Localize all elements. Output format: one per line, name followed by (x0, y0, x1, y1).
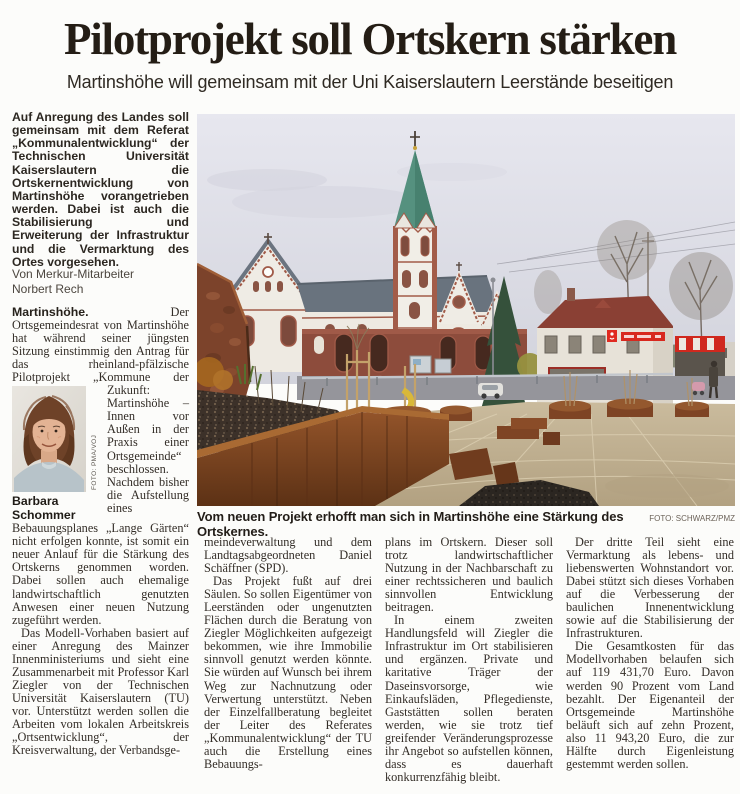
dateline: Martinshöhe. (12, 305, 89, 319)
town-square-photo (197, 114, 735, 506)
headline: Pilotprojekt soll Ortskern stärken (63, 14, 677, 64)
col2-paragraph-2: Das Projekt fußt auf drei Säulen. So sollen Eigentümer von Leerständen oder ungenutzten Flächen durch die Beratung von Ziegler Möglichkeiten aufgezeigt bekommen, wie ihre Immobilie sinnvoll genutzt werden könnte. Sie würden auf Wunsch bei ihrem Weg zur Nachnutzung oder Verwertung unterstützt. Neben der Einzelfallberatung begleitet der Leiter des Referates „Kommunalentwicklung“ der TU auch die Erstellung eines Bebauungs- (204, 574, 372, 771)
column-4 (566, 536, 734, 771)
byline (12, 267, 189, 296)
main-photo (197, 114, 735, 506)
col1-paragraph-2: Das Modell-Vorhaben basiert auf einer Anregung des Mainzer Innenministeriums und sieht eine Zusammenarbeit mit Professor Karl Ziegler von der Technischen Universität Kaiserslautern (TU) vor. Unterstützt werden sollen die Arbeiten vom lokalen Arbeitskreis „Ortsentwicklung“, der Kreisverwaltung, der Verbandsge- (12, 625, 189, 758)
col4-paragraph-1: Der dritte Teil sieht eine Vermarktung als lebens- und liebenswerten Wohnstandort vor. Dabei stützt sich dieses Vorhaben auf die Verbesserung der baulichen Innenentwicklung sowie auf die Stabilisierung der Infrastrukturen. (566, 535, 734, 641)
portrait-figure (12, 386, 102, 522)
photo-credit: FOTO: SCHWARZ/PMZ (649, 514, 735, 523)
col2-paragraph-1: meindeverwaltung und dem Landtagsabgeordneten Daniel Schäffner (SPD). (204, 535, 372, 576)
column-1 (12, 306, 189, 757)
column-3 (385, 536, 553, 784)
portrait-photo (12, 386, 86, 492)
photo-caption: Vom neuen Projekt erhofft man sich in Martinshöhe eine Stärkung des Ortskernes. (197, 509, 624, 539)
subheadline: Martinshöhe will gemeinsam mit der Uni Kaiserslautern Leerstände beseitigen (66, 72, 674, 92)
byline-author: Norbert Rech (12, 281, 84, 296)
col3-paragraph-2: In einem zweiten Handlungsfeld will Ziegler die Infrastruktur im Ort stabilisieren und ergänzen. Private und karitative Träger der Daseinsvorsorge, wie Einkaufsläden, Pflegedienste, Gaststätten sollen beraten werden, wie sie trotz tief greifender Veränderungsprozesse ihr Angebot so aufstellen können, dass es dauerhaft konkurrenzfähig bleibt. (385, 613, 553, 784)
col3-paragraph-1: plans im Ortskern. Dieser soll trotz landwirtschaftlicher Nutzung in der Nachbarschaft zu einer rechtssicheren und baulich sinnvollen Entwicklung beitragen. (385, 535, 553, 615)
col1-paragraph-1 (12, 306, 189, 627)
portrait-photo-credit: FOTO: PMA/VOJ (91, 435, 98, 491)
byline-role: Von Merkur-Mitarbeiter (12, 267, 135, 281)
column-2 (204, 536, 372, 771)
col1-para1-part2: Martinshöhe – Innen vor Außen in der Praxis einer Ortsgemeinde“ beschlossen. Nachdem bisher die Aufstellung eines Bebauungsplanes „Lange Gärten“ nicht erfolgen konnte, ist somit ein neuer Anlauf für die Stärkung des Ortskerns genommen worden. Dabei sollen auch ehemalige landwirtschaftlich genutzten Anwesen einer neuen Nutzung zugeführt werden. (12, 396, 189, 627)
col1-para1-part1: Der Ortsgemeindesrat von Martinshöhe hat während seiner jüngsten Sitzung einstimmig den Antrag für das rheinland-pfälzische Pilotprojekt „Kommune der Zukunft: (12, 305, 189, 398)
portrait-caption: Barbara Schommer (12, 494, 76, 522)
col4-paragraph-2: Die Gesamtkosten für das Modellvorhaben belaufen sich auf 119 431,70 Euro. Davon werden 90 Prozent vom Land bezahlt. Der Eigenanteil der Ortsgemeinde Martinshöhe beläuft sich auf zehn Prozent, also 11 943,20 Euro, die zur Hälfte durch Eigenleistung gestemmt werden sollen. (566, 639, 734, 771)
lead-paragraph: Auf Anregung des Landes soll gemeinsam mit dem Referat „Kommunalentwicklung“ der Technischen Universität Kaiserslautern die Ortskernentwicklung von Martinshöhe vorangetrieben werden. Dabei ist auch die Stabilisierung und Erweiterung der Infrastruktur und die Vermarktung des Ortes vorgesehen. (12, 110, 189, 269)
